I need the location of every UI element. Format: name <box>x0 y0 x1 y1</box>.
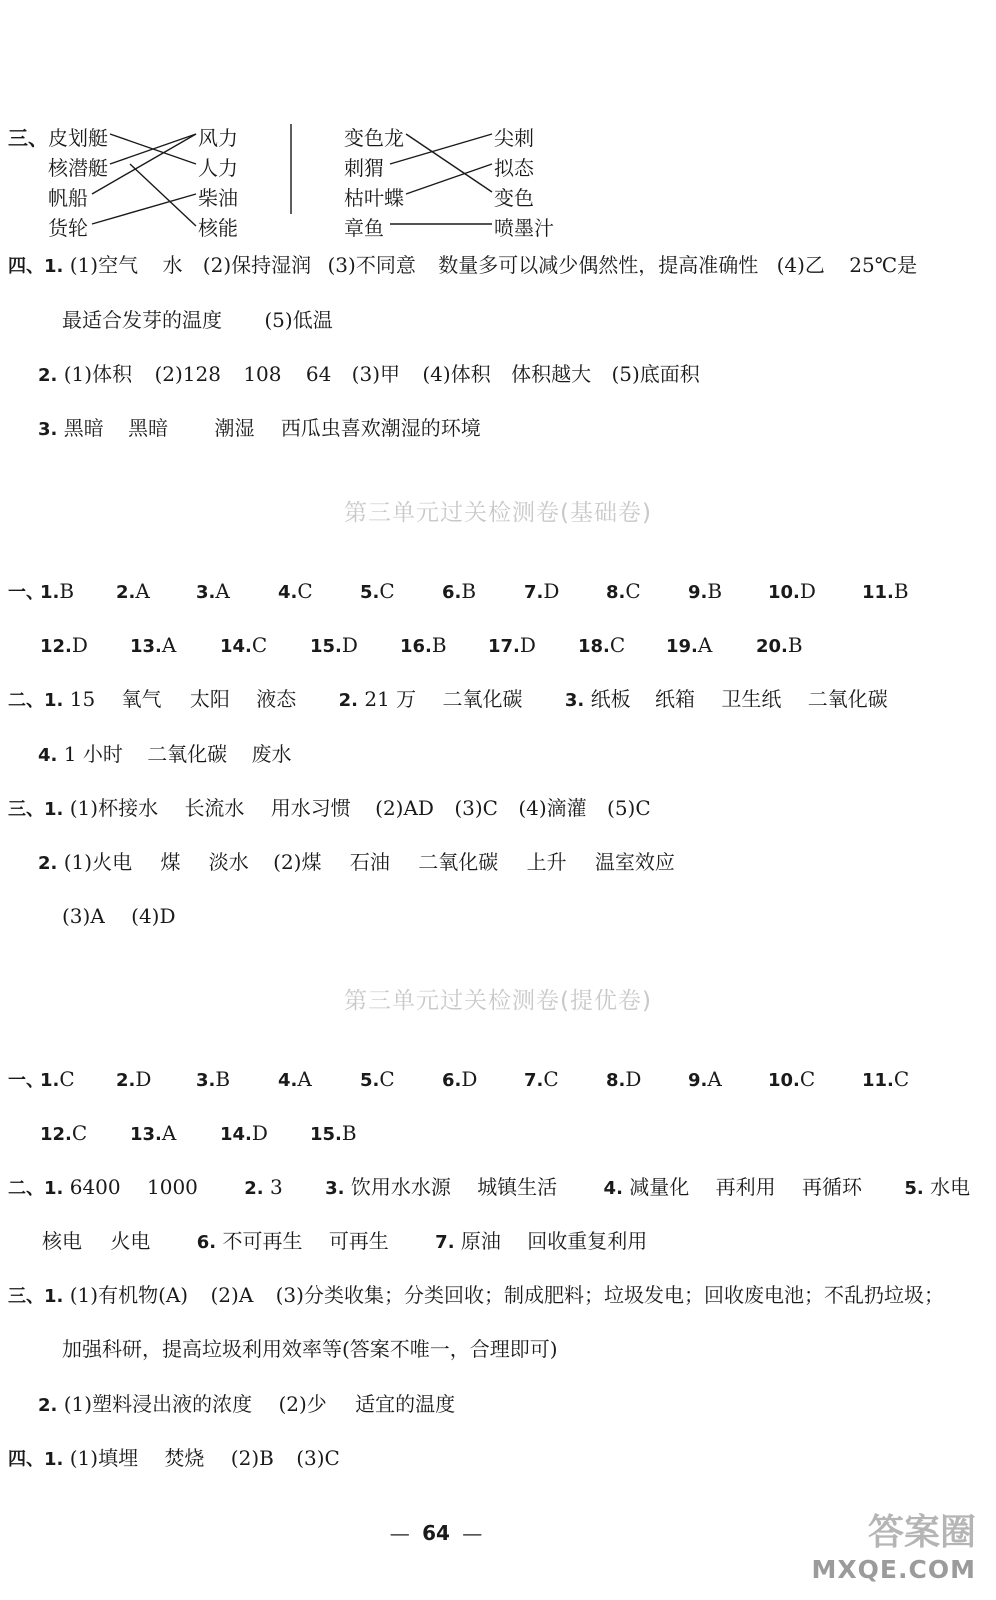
question-number: 18. <box>578 636 610 657</box>
answer-text: (1)填埋 <box>69 1446 139 1470</box>
answer-text: 太阳 <box>189 687 230 711</box>
mc-answer <box>130 632 176 660</box>
question-number: 6. <box>442 582 462 603</box>
question-number: 1. <box>40 582 60 603</box>
answer-letter: C <box>71 1121 88 1145</box>
answer-text: 25℃是 <box>849 253 918 277</box>
mc-answer <box>862 578 909 606</box>
answer-text: 城镇生活 <box>477 1175 558 1199</box>
match-left-item: 章鱼 <box>344 216 384 240</box>
mc-answer <box>688 1066 722 1094</box>
answer-letter: A <box>697 633 713 657</box>
answer-letter: C <box>543 1067 559 1091</box>
answer-line <box>62 307 333 333</box>
answer-text: (2)保持湿润 <box>202 253 312 277</box>
answer-letter: D <box>799 579 816 603</box>
matching-lines <box>0 0 600 250</box>
answer-line <box>38 741 292 769</box>
answer-letter: C <box>799 1067 816 1091</box>
mc-answer <box>524 578 559 606</box>
question-number: 5. <box>360 1070 380 1091</box>
mc-answer <box>116 1066 151 1094</box>
answer-letter: D <box>519 633 536 657</box>
answer-letter: D <box>135 1067 152 1091</box>
question-number: 6. <box>442 1070 462 1091</box>
answer-line <box>62 1336 558 1362</box>
answer-text: 卫生纸 <box>721 687 782 711</box>
mc-answer <box>524 1066 559 1094</box>
answer-text: 6400 <box>69 1175 121 1199</box>
match-left-item: 刺猬 <box>344 156 384 180</box>
answer-text: 15 <box>69 687 96 711</box>
match-target-item: 变色 <box>494 186 534 210</box>
answer-text: 1000 <box>147 1175 198 1199</box>
answer-letter: C <box>251 633 268 657</box>
answer-line <box>8 252 917 280</box>
section-prefix: 四、 <box>8 1449 44 1470</box>
mc-answer <box>278 578 313 606</box>
match-target-item: 喷墨汁 <box>494 216 554 240</box>
answer-text: (1)有机物(A) <box>69 1283 189 1307</box>
question-number: 3. <box>38 419 58 440</box>
answer-text: 上升 <box>526 850 567 874</box>
answer-text: 纸板 <box>590 687 631 711</box>
mc-answer <box>756 632 803 660</box>
question-number: 2. <box>38 365 58 386</box>
question-number: 12. <box>40 636 72 657</box>
question-number: 2. <box>116 1070 136 1091</box>
question-number: 17. <box>488 636 520 657</box>
answer-line <box>38 415 481 443</box>
answer-line <box>8 1445 340 1473</box>
answer-letter: C <box>893 1067 910 1091</box>
answer-text: 黑暗 <box>63 416 104 440</box>
answer-text: (3)分类收集；分类回收；制成肥料；垃圾发电；回收废电池；不乱扔垃圾； <box>275 1283 944 1307</box>
question-number: 13. <box>130 1124 162 1145</box>
match-line <box>406 164 492 194</box>
match-left-item: 帆船 <box>48 186 88 210</box>
question-number: 14. <box>220 1124 252 1145</box>
answer-letter: A <box>161 633 177 657</box>
answer-text: 潮湿 <box>214 416 255 440</box>
question-number: 3. <box>564 690 585 711</box>
question-number: 11. <box>862 1070 894 1091</box>
question-number: 7. <box>524 582 544 603</box>
answer-text: 最适合发芽的温度 <box>62 308 222 332</box>
question-number: 2. <box>116 582 136 603</box>
mc-answer <box>130 1120 176 1148</box>
answer-text: 原油 <box>460 1229 501 1253</box>
answer-text: 饮用水水源 <box>350 1175 451 1199</box>
answer-text: 再循环 <box>802 1175 862 1199</box>
question-number: 5. <box>904 1178 924 1199</box>
page-number-dash: — <box>462 1521 483 1545</box>
answer-text: 焚烧 <box>164 1446 205 1470</box>
question-number: 11. <box>862 582 894 603</box>
answer-text: 21 万 <box>364 687 417 711</box>
question-number: 4. <box>38 745 58 766</box>
answer-text: (4)体积 <box>422 362 491 386</box>
answer-letter: B <box>215 1067 231 1091</box>
question-number: 4. <box>278 1070 298 1091</box>
answer-text: (3)甲 <box>351 362 401 386</box>
answer-text: (2)AD <box>375 796 434 820</box>
answer-text: 淡水 <box>208 850 249 874</box>
answer-letter: B <box>461 579 477 603</box>
answer-text: 回收重复利用 <box>527 1229 648 1253</box>
answer-line <box>38 1391 455 1419</box>
answer-text: 不可再生 <box>222 1229 303 1253</box>
answer-line <box>8 795 651 823</box>
section-title-advanced: 第三单元过关检测卷(提优卷) <box>344 988 652 1014</box>
answer-letter: B <box>341 1121 357 1145</box>
mc-answer <box>220 1120 268 1148</box>
answer-letter: A <box>161 1121 177 1145</box>
mc-row <box>8 578 44 606</box>
answer-letter: D <box>341 633 358 657</box>
answer-letter: B <box>787 633 803 657</box>
answer-text: 可再生 <box>328 1229 389 1253</box>
answer-text: 二氧化碳 <box>442 687 523 711</box>
section-prefix: 四、 <box>8 256 44 277</box>
mc-answer <box>310 1120 357 1148</box>
mc-answer <box>488 632 536 660</box>
match-target-item: 柴油 <box>198 186 238 210</box>
answer-text: 二氧化碳 <box>807 687 888 711</box>
answer-text: 64 <box>305 362 332 386</box>
question-number: 9. <box>688 582 708 603</box>
answer-text: 用水习惯 <box>270 796 351 820</box>
mc-answer <box>688 578 722 606</box>
answer-line <box>8 686 888 714</box>
question-number: 8. <box>606 1070 626 1091</box>
question-number: 2. <box>338 690 358 711</box>
mc-answer <box>442 578 476 606</box>
answer-letter: A <box>297 1067 312 1091</box>
section-prefix: 三、 <box>8 126 48 150</box>
match-target-item: 风力 <box>198 126 238 150</box>
question-number: 2. <box>244 1178 264 1199</box>
page-number <box>0 1521 872 1545</box>
section-prefix: 一、 <box>8 1070 44 1091</box>
answer-line <box>38 361 700 389</box>
answer-text: 水电 <box>930 1175 971 1199</box>
question-number: 1. <box>44 1178 64 1199</box>
answer-letter: B <box>707 579 723 603</box>
answer-letter: B <box>59 579 75 603</box>
mc-answer <box>360 1066 395 1094</box>
answer-text: 纸箱 <box>654 687 695 711</box>
answer-text: (4)D <box>131 904 176 928</box>
question-number: 10. <box>768 582 800 603</box>
mc-answer <box>310 632 358 660</box>
mc-answer <box>40 632 88 660</box>
mc-row <box>8 1066 44 1094</box>
mc-answer <box>220 632 267 660</box>
answer-text: 1 小时 <box>63 742 123 766</box>
match-left-item: 核潜艇 <box>48 156 108 180</box>
answer-letter: D <box>71 633 88 657</box>
answer-text: 适宜的温度 <box>355 1392 456 1416</box>
answer-text: 液态 <box>256 687 297 711</box>
section-prefix: 三、 <box>8 799 44 820</box>
answer-line <box>8 1282 944 1310</box>
answer-text: (2)少 <box>278 1392 327 1416</box>
answer-text: 108 <box>243 362 282 386</box>
match-line <box>406 134 492 192</box>
answer-text: (1)火电 <box>63 850 133 874</box>
answer-letter: C <box>379 579 395 603</box>
match-line <box>92 194 196 224</box>
match-left-item: 皮划艇 <box>48 126 108 150</box>
answer-text: 废水 <box>251 742 292 766</box>
mc-answer <box>360 578 395 606</box>
watermark-logo: 答案圈 <box>867 1512 976 1553</box>
question-number: 7. <box>524 1070 544 1091</box>
answer-text: (3)C <box>454 796 498 820</box>
answer-text: 再利用 <box>715 1175 776 1199</box>
answer-text: (2)128 <box>154 362 221 386</box>
answer-text: 二氧化碳 <box>418 850 499 874</box>
answer-letter: C <box>625 579 641 603</box>
mc-answer <box>400 632 447 660</box>
answer-text: 煤 <box>160 850 181 874</box>
question-number: 3. <box>325 1178 345 1199</box>
match-target-item: 拟态 <box>494 156 534 180</box>
answer-text: (5)低温 <box>264 308 333 332</box>
answer-text: 温室效应 <box>594 850 675 874</box>
mc-answer <box>606 578 641 606</box>
question-number: 1. <box>44 1286 64 1307</box>
answer-text: 石油 <box>349 850 390 874</box>
answer-text: (3)不同意 <box>327 253 416 277</box>
mc-answer <box>442 1066 477 1094</box>
question-number: 12. <box>40 1124 72 1145</box>
answer-text: (4)滴灌 <box>518 796 587 820</box>
question-number: 1. <box>40 1070 60 1091</box>
mc-answer <box>862 1066 909 1094</box>
answer-line <box>62 903 176 929</box>
answer-letter: B <box>893 579 909 603</box>
mc-answer <box>196 578 230 606</box>
answer-text: (2)B <box>230 1446 274 1470</box>
answer-text: (5)C <box>607 796 651 820</box>
question-number: 4. <box>278 582 298 603</box>
match-line <box>390 134 492 164</box>
mc-answer <box>606 1066 641 1094</box>
question-number: 3. <box>196 582 216 603</box>
answer-text: 3 <box>270 1175 283 1199</box>
answer-text: 体积越大 <box>511 362 592 386</box>
question-number: 2. <box>38 1395 58 1416</box>
question-number: 5. <box>360 582 380 603</box>
page-number-value: 64 <box>422 1521 450 1545</box>
question-number: 15. <box>310 1124 342 1145</box>
question-number: 8. <box>606 582 626 603</box>
section-prefix: 三、 <box>8 1286 44 1307</box>
answer-text: (4)乙 <box>776 253 825 277</box>
section-prefix: 一、 <box>8 582 44 603</box>
question-number: 3. <box>196 1070 216 1091</box>
question-number: 19. <box>666 636 698 657</box>
answer-text: 数量多可以减少偶然性，提高准确性 <box>438 253 759 277</box>
watermark <box>812 1504 976 1584</box>
answer-letter: C <box>297 579 313 603</box>
answer-letter: D <box>251 1121 268 1145</box>
mc-answer <box>116 578 150 606</box>
answer-letter: C <box>59 1067 75 1091</box>
mc-answer <box>768 578 816 606</box>
question-number: 20. <box>756 636 788 657</box>
answer-text: (3)A <box>62 904 105 928</box>
match-target-item: 尖刺 <box>494 126 534 150</box>
answer-letter: A <box>707 1067 722 1091</box>
answer-text: 二氧化碳 <box>147 742 228 766</box>
section-title-basic: 第三单元过关检测卷(基础卷) <box>344 500 652 526</box>
answer-text: (3)C <box>296 1446 340 1470</box>
question-number: 1. <box>44 799 64 820</box>
match-target-item: 人力 <box>198 156 238 180</box>
answer-text: 火电 <box>110 1229 151 1253</box>
mc-answer <box>40 578 74 606</box>
answer-text: (2)A <box>210 1283 254 1307</box>
answer-text: 减量化 <box>629 1175 690 1199</box>
answer-letter: C <box>379 1067 395 1091</box>
answer-letter: A <box>135 579 150 603</box>
answer-letter: B <box>431 633 447 657</box>
mc-answer <box>40 1066 75 1094</box>
question-number: 2. <box>38 853 58 874</box>
answer-line <box>8 1174 970 1202</box>
question-number: 1. <box>44 690 64 711</box>
answer-text: (1)杯接水 <box>69 796 159 820</box>
question-number: 10. <box>768 1070 800 1091</box>
answer-text: 水 <box>162 253 183 277</box>
mc-answer <box>768 1066 815 1094</box>
answer-letter: D <box>543 579 560 603</box>
mc-answer <box>666 632 712 660</box>
answer-letter: A <box>215 579 230 603</box>
question-number: 16. <box>400 636 432 657</box>
answer-text: 西瓜虫喜欢潮湿的环境 <box>280 416 481 440</box>
answer-line <box>42 1228 647 1256</box>
match-left-item: 枯叶蝶 <box>344 186 404 210</box>
watermark-url: MXQE.COM <box>811 1555 976 1584</box>
section-prefix: 二、 <box>8 690 44 711</box>
question-number: 9. <box>688 1070 708 1091</box>
question-number: 7. <box>435 1232 455 1253</box>
section-prefix: 二、 <box>8 1178 44 1199</box>
match-line <box>130 164 196 226</box>
answer-letter: D <box>625 1067 642 1091</box>
page-number-dash: — <box>389 1521 410 1545</box>
question-number: 15. <box>310 636 342 657</box>
answer-text: (1)体积 <box>63 362 133 386</box>
match-left-item: 货轮 <box>48 216 88 240</box>
mc-answer <box>578 632 625 660</box>
question-number: 1. <box>44 256 64 277</box>
answer-text: (1)空气 <box>69 253 139 277</box>
answer-text: 长流水 <box>184 796 245 820</box>
answer-text: 加强科研，提高垃圾利用效率等(答案不唯一，合理即可) <box>62 1337 558 1361</box>
match-line <box>92 134 196 194</box>
match-left-item: 变色龙 <box>344 126 404 150</box>
answer-letter: C <box>609 633 626 657</box>
answer-text: 氧气 <box>121 687 162 711</box>
mc-answer <box>40 1120 87 1148</box>
question-number: 4. <box>603 1178 623 1199</box>
answer-text: (1)塑料浸出液的浓度 <box>63 1392 253 1416</box>
answer-line <box>38 849 675 877</box>
question-number: 1. <box>44 1449 64 1470</box>
answer-text: (5)底面积 <box>611 362 700 386</box>
answer-text: 核电 <box>42 1229 82 1253</box>
answer-text: (2)煤 <box>273 850 322 874</box>
answer-text: 黑暗 <box>128 416 169 440</box>
question-number: 14. <box>220 636 252 657</box>
question-number: 13. <box>130 636 162 657</box>
question-number: 6. <box>196 1232 217 1253</box>
mc-answer <box>278 1066 312 1094</box>
mc-answer <box>196 1066 230 1094</box>
answer-letter: D <box>461 1067 478 1091</box>
match-target-item: 核能 <box>198 216 238 240</box>
